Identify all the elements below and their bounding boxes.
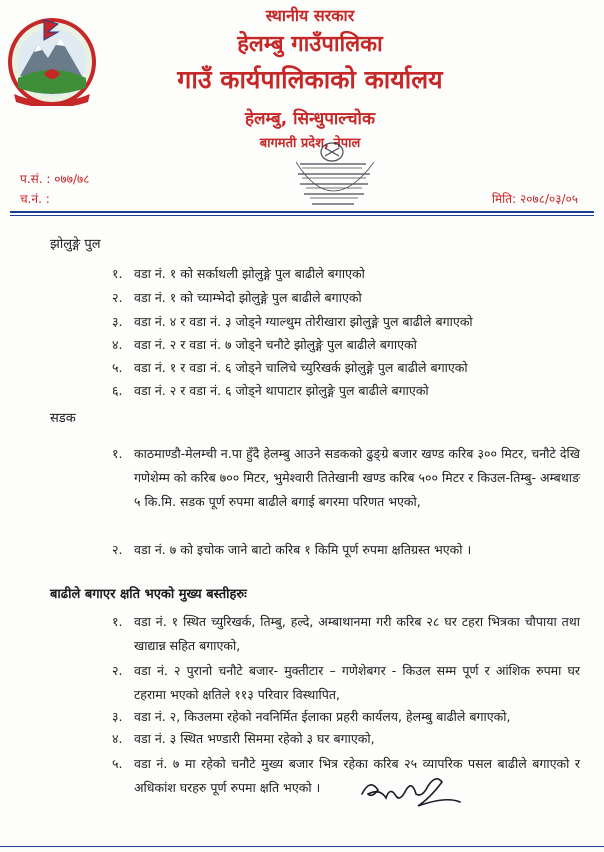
header-address: हेलम्बु, सिन्धुपाल्चोक (244, 109, 376, 129)
letter-number: प.सं. : ०७७/७८ (20, 172, 90, 186)
section-title-bridges: झोलुङ्गे पुल (50, 237, 101, 252)
signature-icon (356, 768, 466, 814)
letter-page: स्थानीय सरकार हेलम्बु गाउँपालिका गाउँ कार्यपालिकाको कार्यालय हेलम्बु, सिन्धुपाल्चोक बागमती प्रदेश, नेपाल प.सं. : ०७७/७८ च.नं. : मिति: २०७८/०३/०५ झोलुङ्गे पुल १. वडा नं. १ को सर्काथली झोलुङ्गे पुल बाढीले बगाएको २. वडा नं. १ को च्याम्भेदो झोलुङ्गे पुल बाढीले बगाएको ३. वडा नं. ४ र वडा नं. ३ जोड्ने ग्याल्थुम तोरीखारा झोलुङ्गे पुल बाढीले बगाएको ४. वडा नं. २ र वडा नं. ७ जोड्ने चनौटे झोलुङ्गे पुल बाढीले बगाएको ५. वडा नं. १ र वडा नं. ६ जोड्ने चालिचे च्युरिखर्क झोलुङ्गे पुल बाढीले बगाएको ६. वडा नं. २ र वडा नं. ६ जोड्ने थापाटार झोलुङ्गे पुल बाढीले बगाएको सडक १. काठमाण्डौ-मेलम्ची न.पा हुँदै हेलम्बु आउने सडकको ढुङ्ग्रे बजार खण्ड करिब ३०० मिटर, चनौटे देखि गणेशेम्म को करिब ७०० मिटर, भुमेश्वारी तितेखानी खण्ड करिब ५०० मिटर र किउल-तिम्बु- अम्बथाङ ५ कि.मि. सडक पूर्ण रुपमा बाढीले बगाई बगरमा परिणत भएको, २. वडा नं. ७ को इचोक जाने बाटो करिब १ किमि पूर्ण रुपमा क्षतिग्रस्त भएको । बाढीले बगाएर क्षति भएको मुख्य बस्तीहरुः १. वडा नं. १ स्थित च्युरिखर्क, तिम्बु, हल्दे, अम्बाथानमा गरी करिब २८ घर टहरा भित्रका चौपाया तथा खाद्यान्न सहित बगाएको, २. वडा नं. २ पुरानो चनौटे बजार- मुक्तीटार – गणेशेबगर - किउल सम्म पूर्ण र आंशिक रुपमा घर टहरामा भएको क्षतिले ११३ परिवार विस्थापित, ३. वडा नं. २, किउलमा रहेको नवनिर्मित ईलाका प्रहरी कार्यलय, हेलम्बु बाढीले बगाएको, ४. वडा नं. ३ स्थित भण्डारी सिममा रहेको ३ घर बगाएको, ५. वडा नं. ७ मा रहेको चनौटे मुख्य बजार भित्र रहेका करिब २५ व्यापरिक पसल बाढीले बगाएको र अधिकांश घरहरु पूर्ण रुपमा क्षति भएको । (0, 0, 604, 852)
nepal-emblem-icon (4, 14, 100, 106)
office-stamp-icon (292, 138, 378, 218)
section-title-roads: सडक (50, 411, 76, 426)
letterhead-divider-thin (10, 215, 594, 216)
header-province: बागमती प्रदेश, नेपाल (259, 136, 361, 151)
header-local-government: स्थानीय सरकार (265, 6, 355, 25)
letter-date: मिति: २०७८/०३/०५ (491, 192, 578, 206)
header-municipality-name: हेलम्बु गाउँपालिका (237, 32, 383, 57)
letterhead-divider (10, 211, 594, 213)
footer-divider (0, 846, 604, 847)
section-title-settlements: बाढीले बगाएर क्षति भएको मुख्य बस्तीहरुः (50, 587, 247, 602)
dispatch-number: च.नं. : (20, 192, 50, 206)
header-office-name: गाउँ कार्यपालिकाको कार्यालय (177, 65, 443, 94)
